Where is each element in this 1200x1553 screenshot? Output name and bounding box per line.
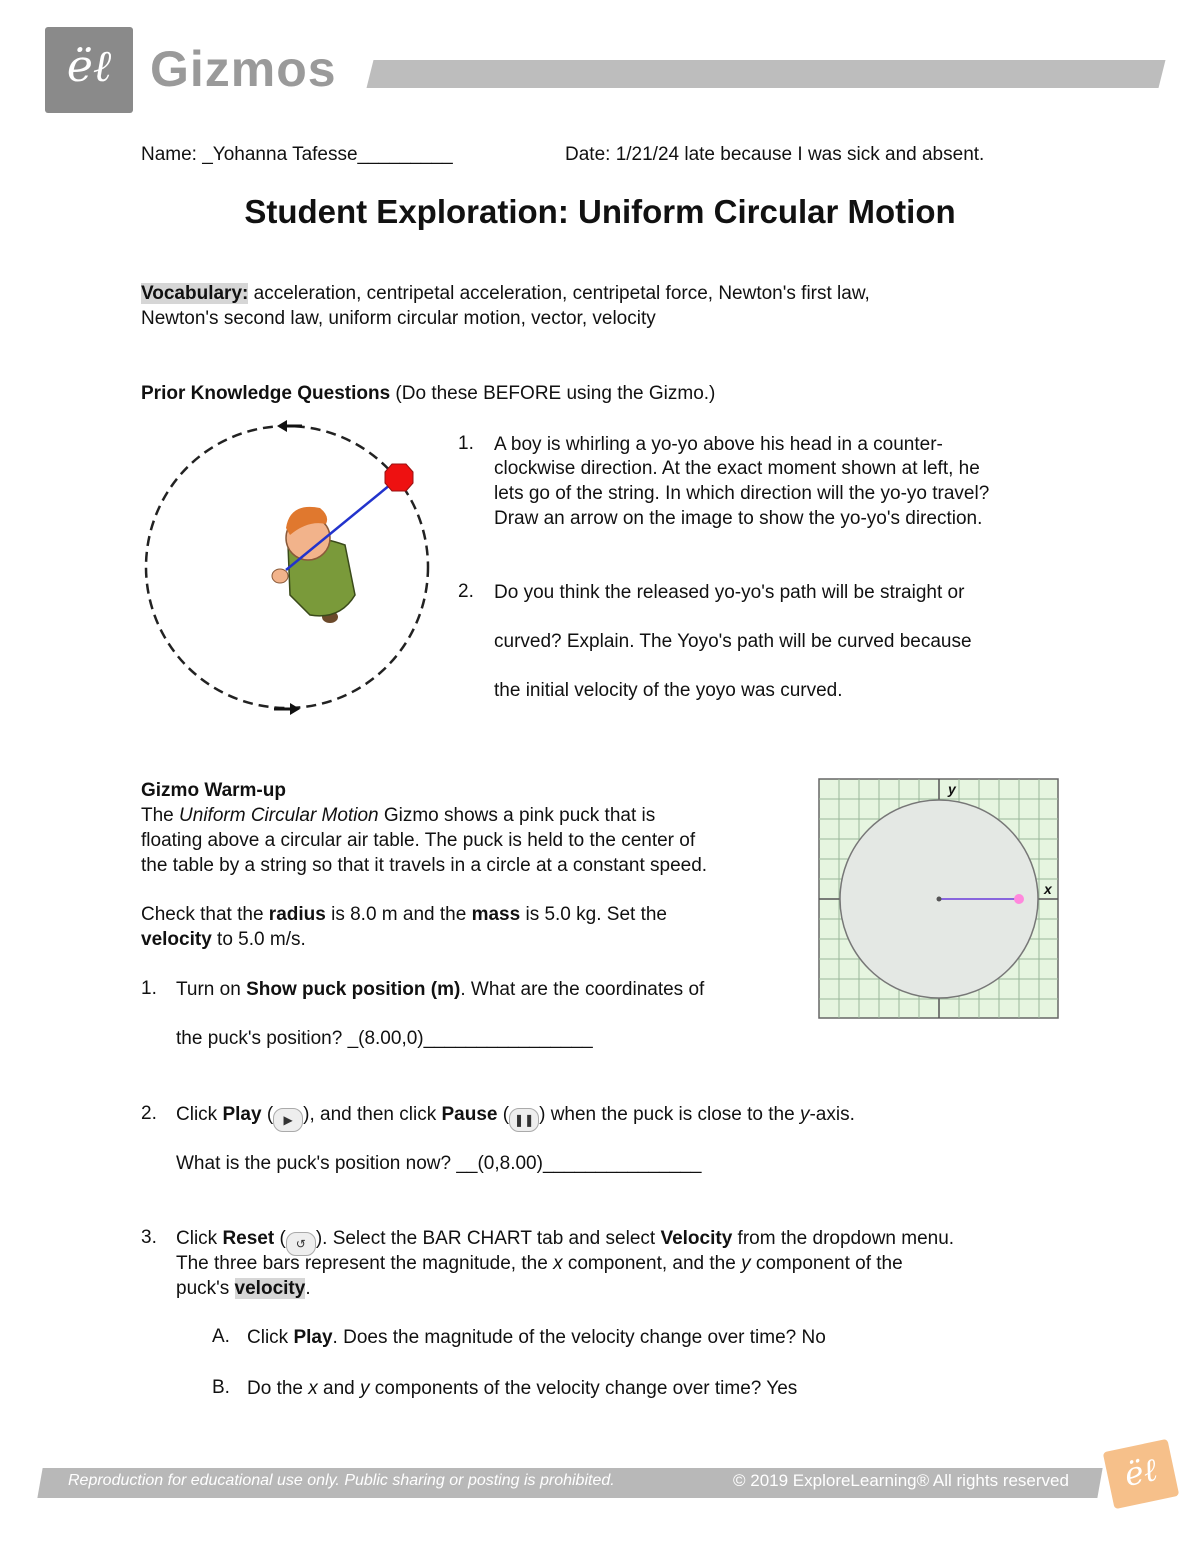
prior-q2-line: Do you think the released yo-yo's path will be straight or (494, 582, 965, 603)
yoyo (385, 464, 413, 491)
question-number: 1. (458, 433, 474, 454)
x-axis-label: x (1044, 881, 1052, 897)
footer-notice: Reproduction for educational use only. Public sharing or posting is prohibited. (68, 1472, 615, 1489)
warmup-q3-line: Click Reset ( ↺ ). Select the BAR CHART tab and select Velocity from the dropdown menu. (176, 1226, 954, 1256)
arrow-right-icon (274, 703, 300, 715)
question-number: 2. (458, 581, 474, 602)
question-number: 2. (141, 1103, 157, 1124)
header-bar (367, 60, 1166, 88)
subquestion-letter: A. (212, 1326, 230, 1347)
yoyo-illustration (140, 420, 440, 720)
prior-q1-line: clockwise direction. At the exact moment shown at left, he (494, 458, 980, 479)
warmup-paragraph-line: floating above a circular air table. The puck is held to the center of (141, 830, 696, 851)
warmup-q3b-line: Do the x and y components of the velocity change over time? Yes (247, 1378, 798, 1399)
warmup-q3-line: The three bars represent the magnitude, the x component, and the y component of the (176, 1253, 903, 1274)
gizmos-logo: ëℓ (45, 27, 133, 113)
warmup-paragraph-line: the table by a string so that it travels in a circle at a constant speed. (141, 855, 708, 876)
warmup-heading: Gizmo Warm-up (141, 780, 286, 801)
page-title: Student Exploration: Uniform Circular Motion (244, 193, 956, 230)
brand-name: Gizmos (150, 41, 337, 97)
vocabulary-label: Vocabulary: (141, 283, 249, 304)
warmup-settings-line: velocity to 5.0 m/s. (141, 929, 306, 950)
air-table-graphic (818, 778, 1060, 1020)
arrow-left-icon (277, 420, 302, 432)
warmup-q1-line: Turn on Show puck position (m). What are the coordinates of (176, 979, 705, 1000)
subquestion-letter: B. (212, 1377, 230, 1398)
vocabulary-line-1: Vocabulary: acceleration, centripetal acceleration, centripetal force, Newton's first law, (141, 283, 870, 304)
warmup-q3-line: puck's velocity. (176, 1278, 311, 1299)
prior-q2-answer: curved? Explain. The Yoyo's path will be curved because (494, 631, 972, 652)
footer-logo: ëℓ (1103, 1439, 1180, 1509)
date-field: Date: 1/21/24 late because I was sick and absent. (565, 144, 985, 165)
vocabulary-line-2: Newton's second law, uniform circular motion, vector, velocity (141, 308, 656, 329)
footer-copyright: © 2019 ExploreLearning® All rights reserved (733, 1471, 1069, 1490)
pink-puck (1014, 894, 1024, 904)
warmup-paragraph-line: The Uniform Circular Motion Gizmo shows a pink puck that is (141, 805, 656, 826)
question-number: 1. (141, 978, 157, 999)
prior-q1-line: lets go of the string. In which direction will the yo-yo travel? (494, 483, 990, 504)
warmup-q3a-line: Click Play. Does the magnitude of the velocity change over time? No (247, 1327, 826, 1348)
warmup-q1-answer: the puck's position? _(8.00,0)________________ (176, 1028, 593, 1049)
warmup-q2-answer: What is the puck's position now? __(0,8.00)_______________ (176, 1153, 702, 1174)
question-number: 3. (141, 1227, 157, 1248)
prior-q1-line: A boy is whirling a yo-yo above his head in a counter- (494, 434, 943, 455)
name-field: Name: _Yohanna Tafesse_________ (141, 144, 453, 165)
reset-icon: ↺ (286, 1232, 316, 1256)
play-icon: ▶ (273, 1108, 303, 1132)
pause-icon: ❚❚ (509, 1108, 539, 1132)
prior-knowledge-heading: Prior Knowledge Questions (Do these BEFORE using the Gizmo.) (141, 383, 716, 404)
y-axis-label: y (948, 781, 956, 797)
prior-q1-line: Draw an arrow on the image to show the yo-yo's direction. (494, 508, 983, 529)
warmup-settings-line: Check that the radius is 8.0 m and the mass is 5.0 kg. Set the (141, 904, 667, 925)
prior-q2-answer: the initial velocity of the yoyo was curved. (494, 680, 843, 701)
warmup-q2-line: Click Play ( ▶ ), and then click Pause ( ❚❚ ) when the puck is close to the y-axis. (176, 1102, 855, 1132)
circular-path (146, 426, 428, 708)
